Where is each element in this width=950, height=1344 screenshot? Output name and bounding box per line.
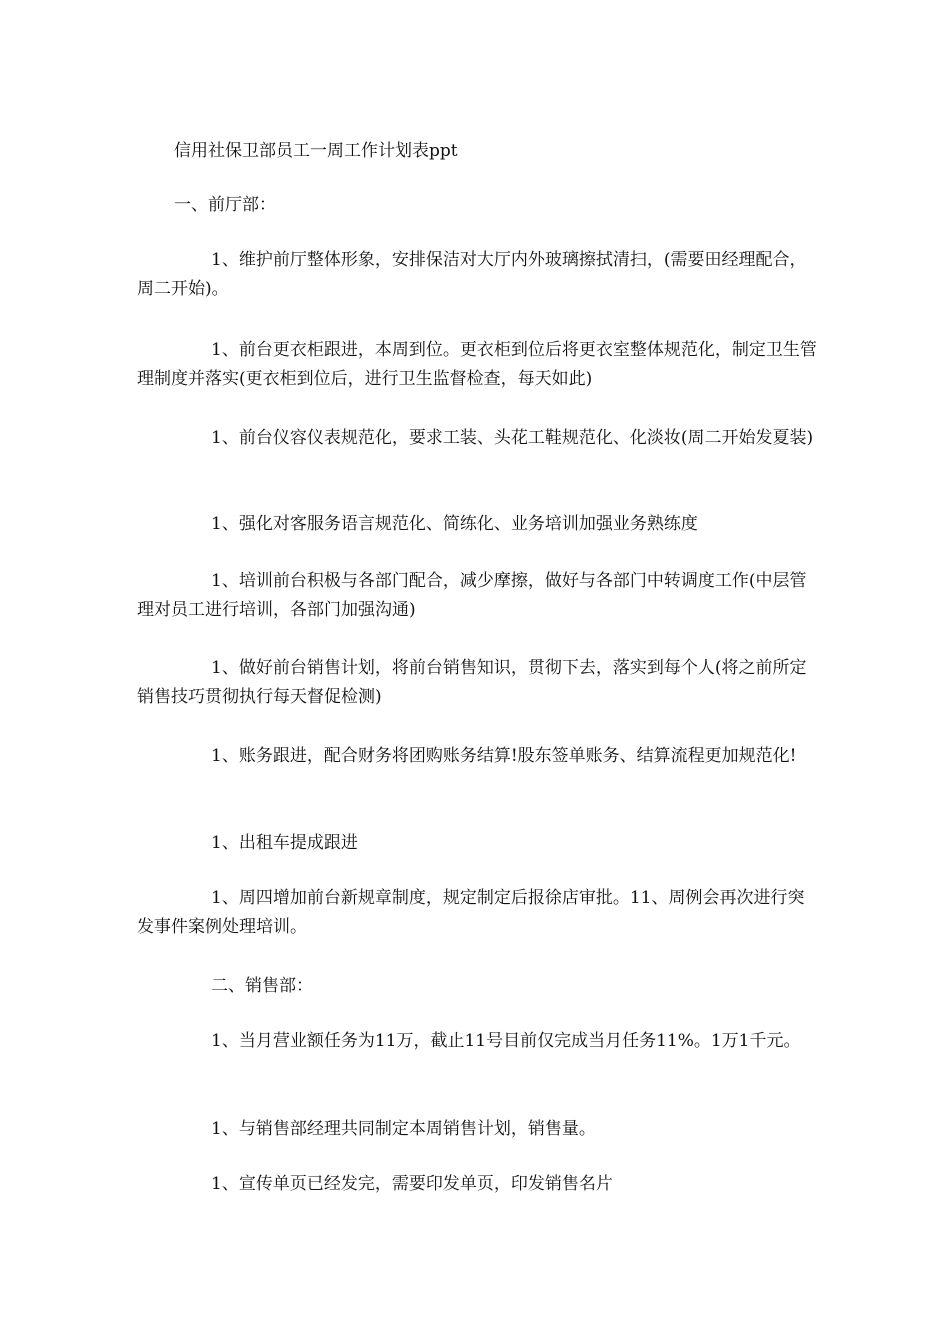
paragraph: 1、前台更衣柜跟进，本周到位。更衣柜到位后将更衣室整体规范化，制定卫生管理制度并落实(更衣柜到位后，进行卫生监督检查，每天如此) bbox=[137, 340, 817, 389]
section-heading-sales: 二、销售部： bbox=[211, 976, 313, 996]
paragraph: 1、维护前厅整体形象，安排保洁对大厅内外玻璃擦拭清扫，(需要田经理配合，周二开始)。 bbox=[137, 250, 807, 299]
paragraph: 1、账务跟进，配合财务将团购账务结算!股东签单账务、结算流程更加规范化! bbox=[211, 746, 797, 766]
paragraph: 1、宣传单页已经发完，需要印发单页，印发销售名片 bbox=[211, 1174, 613, 1194]
paragraph: 1、前台仪容仪表规范化，要求工装、头花工鞋规范化、化淡妆(周二开始发夏装) bbox=[211, 428, 814, 448]
document-title: 信用社保卫部员工一周工作计划表ppt bbox=[174, 141, 458, 161]
paragraph: 1、培训前台积极与各部门配合，减少摩擦，做好与各部门中转调度工作(中层管理对员工进行培训，各部门加强沟通) bbox=[137, 571, 807, 620]
paragraph: 1、与销售部经理共同制定本周销售计划，销售量。 bbox=[211, 1119, 596, 1139]
section-heading-front-desk: 一、前厅部： bbox=[174, 195, 276, 215]
paragraph: 1、强化对客服务语言规范化、简练化、业务培训加强业务熟练度 bbox=[211, 514, 698, 534]
paragraph: 1、当月营业额任务为11万，截止11号目前仅完成当月任务11%。1万1千元。 bbox=[211, 1031, 801, 1051]
paragraph: 1、出租车提成跟进 bbox=[211, 833, 358, 853]
paragraph: 1、周四增加前台新规章制度，规定制定后报徐店审批。11、周例会再次进行突发事件案例处理培训。 bbox=[137, 888, 805, 937]
paragraph: 1、做好前台销售计划，将前台销售知识，贯彻下去，落实到每个人(将之前所定销售技巧贯彻执行每天督促检测) bbox=[137, 658, 807, 707]
